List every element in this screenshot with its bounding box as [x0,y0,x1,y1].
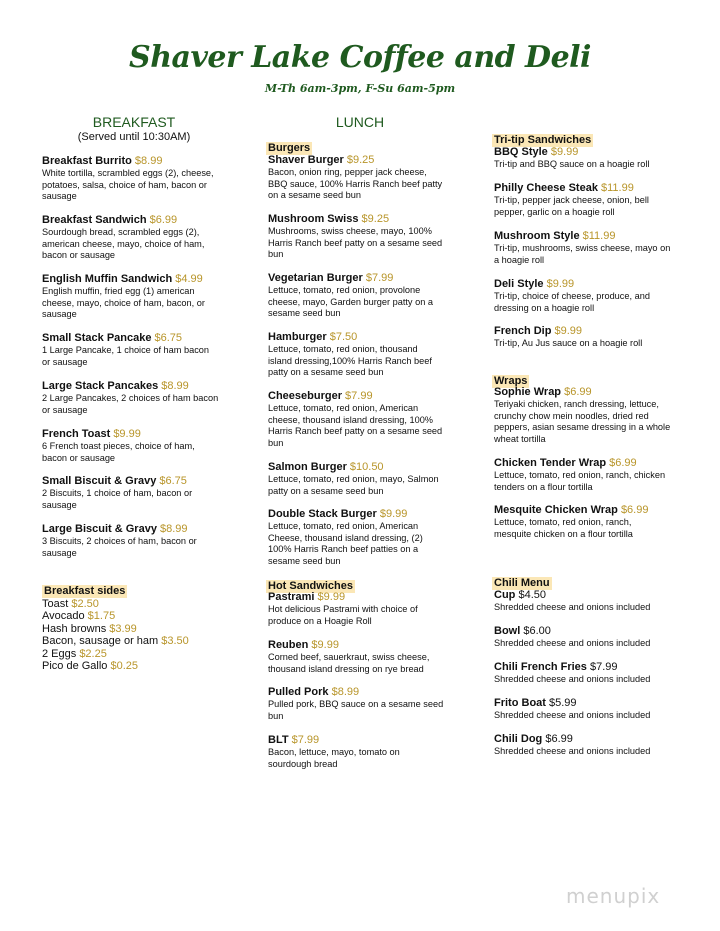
menu-item [494,504,694,540]
menu-item-name [494,230,694,243]
menu-item-price: $4.99 [175,273,203,285]
menu-item [494,278,694,314]
menu-item-description: Lettuce, tomato, red onion, thousand [268,344,418,354]
menu-item-name [268,734,460,747]
menu-item-description: or sausage [42,404,88,415]
menu-item-description: 6 French toast pieces, choice of ham, [42,441,195,451]
menu-item-description: Teriyaki chicken, ranch dressing, lettuce, [494,399,659,409]
breakfast-subheading: (Served until 10:30AM) [77,131,191,143]
menu-item-description: bun [268,249,284,259]
hot-sandwiches-heading: Hot Sandwiches [268,580,353,592]
menu-item-price: $8.99 [161,380,189,392]
restaurant-title: Shaver Lake Coffee and Deli [129,40,591,75]
menu-item-price: $7.99 [365,272,394,284]
menu-item-description: Corned beef, sauerkraut, swiss cheese, [268,652,430,662]
menu-item-title: Pulled Pork [268,686,332,698]
menu-item-description: Harris Ranch beef patty on a sesame seed [268,237,443,248]
menu-item-description: Bacon, onion ring, pepper jack cheese, [268,167,427,177]
menu-item-price: $6.99 [149,214,178,226]
menu-item-description: bun [268,437,284,448]
menu-item-name [268,639,460,652]
menu-item-description: sausage [42,309,77,319]
menu-item-description: Bacon, lettuce, mayo, tomato on [268,747,400,757]
tritip-heading: Tri-tip Sandwiches [494,134,592,146]
side-item [42,598,99,611]
menu-item-name [494,504,694,517]
menu-item-description: Tri-tip, pepper jack cheese, onion, bell [494,195,649,205]
side-item-name: Hash browns [42,622,110,635]
menu-item-title: Pastrami [268,591,318,603]
menu-item-price: $9.99 [311,639,339,651]
burgers-heading: Burgers [268,142,311,154]
menu-item-name [494,386,694,399]
menu-item-title: Mesquite Chicken Wrap [494,504,621,516]
side-item [42,660,138,673]
side-item-name: Toast [42,598,72,610]
menupix-watermark: menupix [566,884,661,908]
menu-item-description: sesame seed bun [268,308,341,318]
menu-item-description: patty on a sesame seed bun [268,485,384,496]
menu-item-description: sesame seed bun [268,555,341,566]
menu-item [494,625,694,650]
side-item-price: $2.50 [71,598,99,610]
hours-line: M-Th 6am-3pm, F-Su 6am-5pm [264,82,456,95]
lunch-header [268,114,452,130]
menu-item-description: 1 Large Pancake, 1 choice of ham bacon [42,345,210,355]
menu-item-title: Large Stack Pancakes [42,380,162,392]
menu-item [268,639,460,675]
menu-item-title: Large Biscuit & Gravy [42,523,160,535]
menu-item-description: Shredded cheese and onions included [494,638,651,648]
menu-item-title: Reuben [268,639,312,651]
menu-item-title: Chili French Fries [494,661,590,673]
menu-item-name [268,686,460,699]
menu-item-price: $9.99 [550,146,579,158]
side-item [42,648,107,661]
menu-item-description: Lettuce, tomato, red onion, mayo, Salmon [268,474,439,484]
menu-item-name [42,273,242,286]
menu-item-description: thousand island dressing on rye bread [268,663,424,674]
menu-item [42,428,242,464]
chili-heading: Chili Menu [494,577,550,589]
menu-item-title: Salmon Burger [268,461,350,473]
menu-item [268,461,460,497]
menu-item-description: cheese, mayo, choice of ham, bacon, or [42,297,205,308]
menu-item-description: Tri-tip, choice of cheese, produce, and [494,291,650,301]
menu-item [494,661,694,686]
menu-item-name [42,475,242,488]
menu-item [268,272,460,320]
menu-item-name [268,154,460,167]
menu-item-name [42,380,242,393]
side-item-name: 2 Eggs [42,647,80,660]
breakfast-heading: BREAKFAST [92,114,176,130]
menu-item-description: Lettuce, tomato, red onion, American [268,521,419,531]
menu-item-description: Shredded cheese and onions included [494,710,651,720]
menu-item [42,214,242,262]
menu-item-description: Mushrooms, swiss cheese, mayo, 100% [268,226,432,236]
menu-item-description: bun [268,710,284,721]
menu-item [494,457,694,493]
menu-item-description: Tri-tip, mushrooms, swiss cheese, mayo on [494,243,671,253]
menu-item-title: French Dip [494,325,555,337]
menu-item-description: pepper, garlic on a hoagie roll [494,206,615,217]
menu-item-description: produce on a Hoagie Roll [268,615,372,626]
menu-item-description: cheese, thousand island dressing, 100% [268,414,433,425]
menu-item-title: Breakfast Sandwich [42,214,150,226]
menu-item-name [268,508,460,521]
menu-item-description: Harris Ranch beef patty on a sesame seed [268,426,443,436]
menu-item-title: Small Biscuit & Gravy [42,475,160,487]
menu-item-price: $6.99 [620,504,649,516]
menu-item [42,380,242,416]
menu-item-title: Shaver Burger [268,154,347,166]
menu-item-description: sausage [42,499,77,510]
menu-item-name [268,213,460,226]
menu-item [494,589,694,614]
menu-item-name [42,523,242,536]
menu-item-title: Frito Boat [494,697,549,709]
menu-item-description: White tortilla, scrambled eggs (2), cheese, [42,168,214,178]
menu-item [494,733,694,758]
menu-item-price: $9.99 [546,278,575,290]
menu-item-price: $9.25 [361,213,390,225]
menu-item-price: $6.00 [523,625,551,637]
menu-item-title: French Toast [42,428,114,440]
menu-item-description: potatoes, salsa, choice of ham, bacon or [42,179,207,190]
menu-item-price: $9.25 [346,154,375,166]
menu-item-name [268,331,460,344]
menu-item-name [494,697,694,710]
wraps-heading: Wraps [494,375,528,387]
menu-item-price: $7.99 [589,661,618,673]
menu-item-price: $9.99 [554,325,583,337]
menu-item-title: Chicken Tender Wrap [494,457,610,469]
side-item-price: $0.25 [110,660,139,672]
menu-item [494,146,694,171]
menu-item-description: sourdough bread [268,758,338,769]
menu-item [268,213,460,261]
menu-item [268,734,460,770]
menu-item-name [42,214,242,227]
menu-item-price: $6.99 [609,457,637,469]
menu-item-title: Vegetarian Burger [268,272,366,284]
menu-item-description: american cheese, mayo, choice of ham, [42,238,205,249]
menu-item-description: 2 Large Pancakes, 2 choices of ham bacon [42,393,219,403]
menu-item-name [268,390,460,403]
menu-item-description: wheat tortilla [494,433,546,444]
menu-item [494,182,694,218]
menu-item-title: Mushroom Style [494,230,583,242]
menu-item [42,475,242,511]
menu-item-description: BBQ sauce, 100% Harris Ranch beef patty [268,178,443,189]
menu-item-description: Lettuce, tomato, red onion, ranch, chicken [494,470,666,480]
menu-item-name [494,457,694,470]
menu-item-description: Shredded cheese and onions included [494,602,651,612]
menu-item-name [494,278,694,291]
menu-item [268,686,460,722]
menu-item-price: $11.99 [582,230,616,242]
menu-item-description: Shredded cheese and onions included [494,674,651,684]
menu-item-description: sausage [42,191,77,201]
side-item [42,635,189,648]
menu-item-price: $8.99 [331,686,360,698]
menu-item-description: on a sesame seed bun [268,190,361,200]
menu-item-title: BBQ Style [494,146,551,158]
menu-item-name [494,182,694,195]
menu-item-title: Sophie Wrap [494,386,565,398]
menu-item-description: crunchy chow mein noodles, dried red [494,410,649,421]
menu-item-title: Small Stack Pancake [42,332,155,344]
menu-item-name [494,661,694,674]
menu-item-description: Cheese, thousand island dressing, (2) [268,532,423,543]
menu-item-description: or sausage [42,356,88,367]
menu-item [42,155,242,203]
menu-item-name [494,589,694,602]
menu-item-description: tenders on a flour tortilla [494,481,593,492]
menu-item-price: $9.99 [379,508,408,520]
menu-item-description: Sourdough bread, scrambled eggs (2), [42,227,200,237]
breakfast-sides-heading: Breakfast sides [44,585,126,597]
menu-item-description: bacon or sausage [42,452,116,463]
side-item-name: Avocado [42,610,88,623]
side-item [42,623,137,636]
menu-item-description: peppers, asian sesame dressing in a whole [494,422,671,432]
menu-item [268,390,460,449]
menu-item-price: $6.99 [564,386,592,398]
menu-item-price: $7.50 [329,331,358,343]
menu-item-description: Lettuce, tomato, red onion, American [268,403,419,413]
menu-item-price: $9.99 [113,428,141,440]
menu-item-name [268,272,460,285]
menu-item [42,273,242,321]
menu-item-description: Pulled pork, BBQ sauce on a sesame seed [268,699,444,709]
breakfast-header [42,114,226,143]
side-item-name: Pico de Gallo [42,660,111,672]
menu-item-description: Tri-tip and BBQ sauce on a hoagie roll [494,159,650,169]
menu-item-name [494,325,694,338]
menu-item-description: cheese, mayo, Garden burger patty on a [268,296,433,307]
side-item-price: $3.50 [161,635,189,648]
menu-item-description: Lettuce, tomato, red onion, provolone [268,285,421,295]
menu-item [268,591,460,627]
menu-item-name [42,428,242,441]
menu-item-description: Hot delicious Pastrami with choice of [268,604,418,614]
menu-item-price: $7.99 [291,734,320,746]
menu-item-price: $6.75 [159,475,187,487]
menu-item-price: $6.75 [154,332,183,344]
side-item-name: Bacon, sausage or ham [42,635,162,648]
menu-item-title: Deli Style [494,278,547,290]
menu-item [494,230,694,266]
menu-item [42,332,242,368]
menu-item-price: $8.99 [134,155,163,167]
menu-item-description: sausage [42,547,77,558]
menu-item [42,523,242,559]
menu-item-price: $9.99 [317,591,346,603]
lunch-heading: LUNCH [335,114,385,130]
menu-item-name [42,332,242,345]
menu-item-title: Double Stack Burger [268,508,380,520]
menu-item-name [494,625,694,638]
menu-item [494,386,694,445]
side-item [42,610,115,623]
side-item-price: $3.99 [109,622,137,635]
menu-item-name [42,155,242,168]
menu-item-description: patty on a sesame seed bun [268,367,384,377]
menu-item-name [268,461,460,474]
menu-item-title: English Muffin Sandwich [42,273,176,285]
menu-item [268,154,460,202]
menu-item-price: $11.99 [601,182,634,194]
menu-item-description: mesquite chicken on a flour tortilla [494,528,633,539]
menu-item-description: Tri-tip, Au Jus sauce on a hoagie roll [494,338,643,348]
side-item-price: $2.25 [79,647,107,660]
menu-item-description: Shredded cheese and onions included [494,746,651,756]
menu-item-name [494,733,694,746]
menu-item [268,331,460,379]
menu-item-description: Lettuce, tomato, red onion, ranch, [494,517,632,527]
menu-item-name [268,591,460,604]
menu-item-title: Cup [494,589,519,601]
menu-item-description: 100% Harris Ranch beef patties on a [268,544,419,554]
menu-item-description: 2 Biscuits, 1 choice of ham, bacon or [42,488,193,498]
menu-item [494,697,694,722]
menu-item-price: $5.99 [549,697,577,709]
menu-item-title: Philly Cheese Steak [494,182,601,194]
menu-item-price: $4.50 [518,589,546,601]
menu-item [268,508,460,567]
side-item-price: $1.75 [87,610,116,623]
menu-item-title: Breakfast Burrito [42,155,135,167]
menu-item-price: $10.50 [349,461,384,473]
menu-item-description: island dressing,100% Harris Ranch beef [268,355,432,366]
menu-item-title: Chili Dog [494,733,546,745]
menu-item-description: English muffin, fried egg (1) american [42,286,195,296]
menu-item-title: BLT [268,734,292,746]
menu-item-description: 3 Biscuits, 2 choices of ham, bacon or [42,536,197,546]
menu-item-title: Mushroom Swiss [268,213,362,225]
menu-item-title: Bowl [494,625,524,637]
menu-item-description: bacon or sausage [42,250,116,260]
menu-item-description: a hoagie roll [494,254,545,265]
menu-item-description: dressing on a hoagie roll [494,302,595,313]
menu-item-price: $7.99 [345,390,373,402]
menu-item-name [494,146,694,159]
menu-item-title: Hamburger [268,331,330,343]
menu-item-price: $8.99 [160,523,188,535]
menu-item [494,325,694,350]
menu-item-price: $6.99 [545,733,573,745]
menu-item-title: Cheeseburger [268,390,346,402]
